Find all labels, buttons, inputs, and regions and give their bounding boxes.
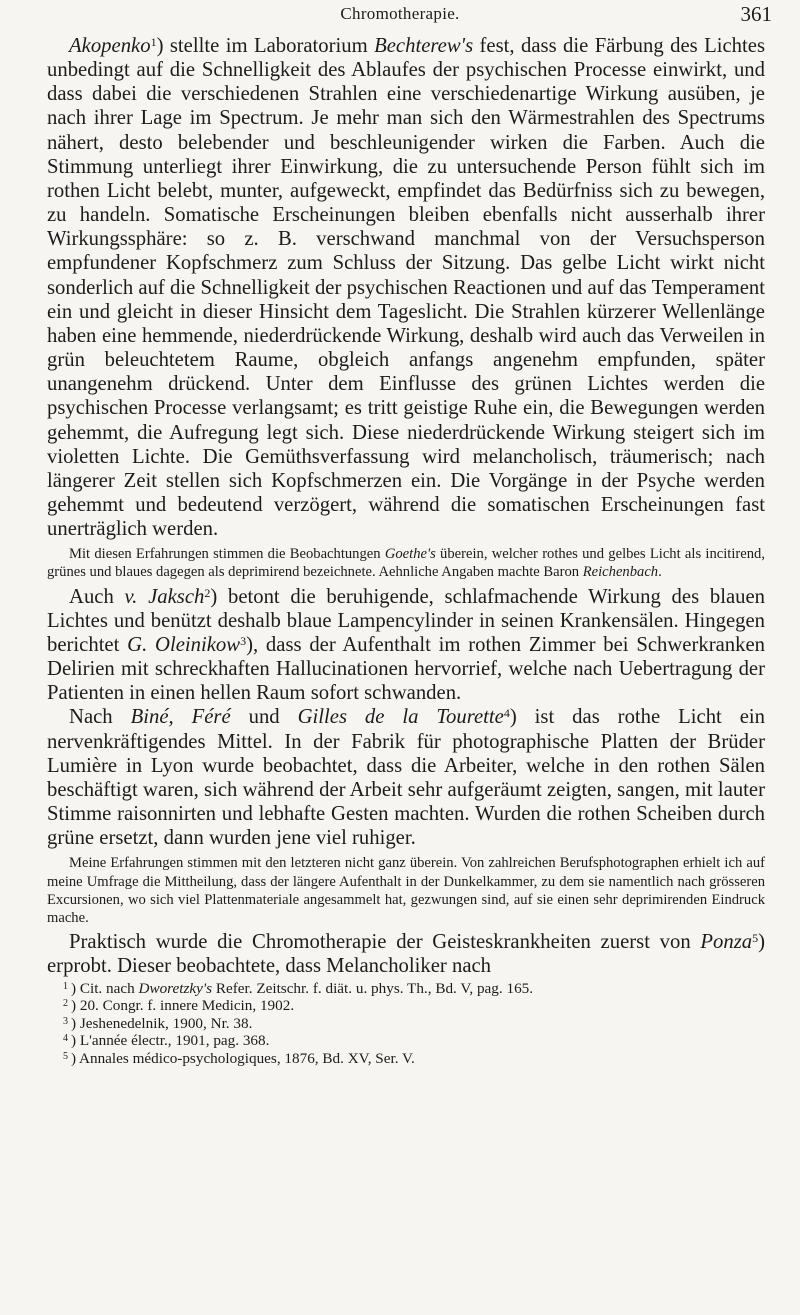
page-number: 361	[740, 2, 772, 26]
footnote-ref: 3	[240, 634, 247, 648]
footnote-ref: 5	[752, 931, 759, 946]
author-name: Biné, Féré	[130, 706, 231, 729]
author-name: Reichenbach	[582, 564, 659, 581]
footnote-text: Refer. Zeitschr. f. diät. u. phys. Th., Bd. V, pag. 165.	[212, 979, 534, 997]
paragraph-text: Praktisch wurde die Chromotherapie der Geisteskrankheiten zuerst von	[69, 931, 701, 954]
author-name: Dworetzky's	[138, 979, 213, 997]
author-name: Bechterew's	[374, 35, 474, 57]
paragraph	[47, 705, 765, 850]
paragraph-text: Auch	[69, 585, 125, 608]
footnote-text: ) Annales médico-psychologiques, 1876, Bd. XV, Ser. V.	[71, 1049, 415, 1067]
paragraph-text: fest, dass die Färbung des Lichtes unbedingt auf die Schnelligkeit des Ablaufes der psychischen Processe einwirkt, und dass dabei die verschiedenen Strahlen eine verschiedenartige Wirkung ausüben, je nach ihrer Lage im Spectrum. Je mehr man sich den Wärmestrahlen des Spectrums nähert, desto belebender und beschleunigender wirken die Farben. Auch die Stimmung unterliegt ihrer Einwirkung, die zu untersuchende Person fühlt sich im rothen Licht belebt, munter, aufgeweckt, empfindet das Bedürfniss sich zu bewegen, zu handeln. Somatische Erscheinungen bleiben ebenfalls nicht ausserhalb ihrer Wirkungssphäre: so z. B. verschwand manchmal von der Versuchsperson empfundener Kopfschmerz zum Schluss der Sitzung. Das gelbe Licht wirkt nicht sonderlich auf die Schnelligkeit der psychischen Reactionen und auf das Temperament ein und gleicht in dieser Hinsicht dem Tageslicht. Die Strahlen kürzerer Wellenlänge haben eine hemmende, niederdrückende Wirkung, deshalb wird auch das Verweilen in grün beleuchtetem Raume, obgleich anfangs angenehm empfunden, später unangenehm drückend. Unter dem Einflusse des grünen Lichtes werden die psychischen Processe verlangsamt; es tritt geistige Ruhe ein, die Bewegungen werden gehemmt, die Aufregung legt sich. Diese niederdrückende Wirkung steigert sich im violetten Lichte. Die Gemüthsverfassung wird melancholisch, träumerisch; nach längerer Zeit stellen sich Kopfschmerzen ein. Die Vorgänge in der Psyche werden gehemmt und bedeutend verzögert, während die somatischen Erscheinungen fast unerträglich werden.	[47, 35, 765, 541]
author-name: Gilles de la Tourette	[297, 706, 504, 729]
footnote	[47, 980, 765, 998]
note-text: .	[658, 564, 662, 581]
paragraph-text: und	[230, 706, 298, 729]
author-name: G. Oleinikow	[127, 634, 241, 656]
footnote-text: ) L'année électr., 1901, pag. 368.	[71, 1032, 270, 1050]
note-text: Mit diesen Erfahrungen stimmen die Beobachtungen	[69, 546, 385, 563]
footnote-ref: 4	[503, 706, 510, 721]
page-body	[47, 34, 765, 1068]
footnote-ref: 2	[204, 585, 211, 600]
footnote	[47, 1015, 765, 1033]
footnote-number: 1	[63, 980, 68, 992]
footnote-text: ) Cit. nach	[71, 979, 139, 997]
footnote-number: 4	[63, 1033, 68, 1045]
footnote-number: 3	[63, 1015, 68, 1027]
footnote-text: ) Jeshenedelnik, 1900, Nr. 38.	[71, 1014, 253, 1032]
page-title: Chromotherapie.	[340, 4, 460, 23]
footnote-number: 5	[63, 1050, 68, 1062]
footnote-text: ) 20. Congr. f. innere Medicin, 1902.	[71, 997, 295, 1015]
paragraph-text: ) ist das rothe Licht ein nervenkräftigendes Mittel. In der Fabrik für photographische Platten der Brüder Lumière in Lyon wurde beobachtet, dass die Arbeiter, welche in den rothen Sälen beschäftigt waren, sich während der Arbeit sehr aufgeräumt zeigten, sangen, mit lauter Stimme raisonnirten und lebhafte Gesten machten. Wurden die rothen Scheiben durch grüne ersetzt, dann wurden jene viel ruhiger.	[47, 706, 765, 850]
paragraph-text: ) stellte im Laboratorium	[156, 35, 375, 57]
author-name: v. Jaksch	[124, 585, 205, 608]
paragraph-text: Nach	[69, 706, 131, 729]
footnote-ref: 1	[150, 35, 157, 49]
small-print-note	[47, 545, 765, 581]
author-name: Goethe's	[384, 546, 436, 563]
paragraph-text: ) erprobt. Dieser beobachtete, dass Melancholiker nach	[47, 931, 765, 978]
author-name: Akopenko	[69, 35, 151, 57]
footnote	[47, 997, 765, 1015]
footnotes	[47, 980, 765, 1068]
footnote	[47, 1032, 765, 1050]
running-head	[0, 2, 800, 32]
author-name: Ponza	[700, 931, 753, 954]
note-text: überein, welcher rothes und gelbes Licht als incitirend, grünes und blaues dagegen als deprimirend bezeichnete. Aehnliche Angaben machte Baron	[47, 546, 765, 581]
footnote	[47, 1050, 765, 1068]
paragraph	[47, 930, 765, 978]
footnote-number: 2	[63, 998, 68, 1010]
small-print-note: Meine Erfahrungen stimmen mit den letzteren nicht ganz überein. Von zahlreichen Berufsphotographen erhielt ich auf meine Umfrage die Mittheilung, dass der längere Aufenthalt in der Dunkelkammer, zu dem sie namentlich nach grösseren Excursionen, wo sich viel Plattenmateriale angesammelt hat, gezwungen sind, auf sie einen sehr deprimirenden Eindruck mache.	[47, 855, 765, 927]
paragraph-text: ) betont die beruhigende, schlafmachende Wirkung des blauen Lichtes und benützt deshalb blaue Lampencylinder in seinen Krankensälen. Hingegen berichtet	[47, 585, 765, 656]
paragraph-text: ), dass der Aufenthalt im rothen Zimmer bei Schwerkranken Delirien mit schreckhaften Hallucinationen hervorrief, welche nach Uebertragung der Patienten in einen hellen Raum sofort schwanden.	[47, 634, 765, 705]
paragraph	[47, 585, 765, 706]
paragraph	[47, 34, 765, 541]
